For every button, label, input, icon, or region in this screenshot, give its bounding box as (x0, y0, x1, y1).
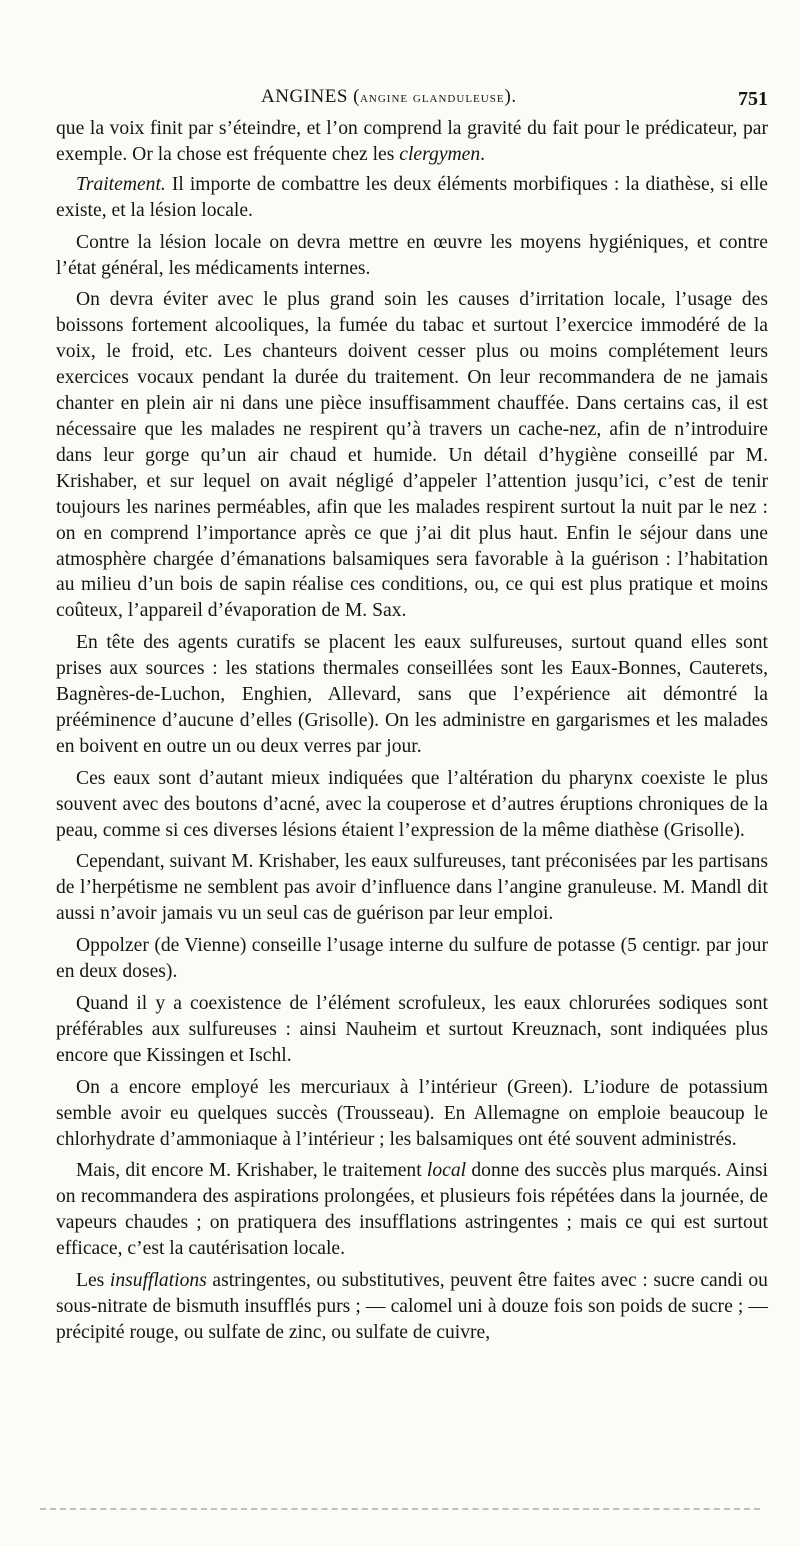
paragraph: Cependant, suivant M. Krishaber, les eaux sulfureuses, tant préconisées par les partisans de l’herpétisme ne semblent pas avoir d’influence dans l’angine granuleuse. M. Mandl dit aussi n’avoir jamais vu un seul cas de guérison par leur emploi. (56, 851, 768, 925)
paragraph: On a encore employé les mercuriaux à l’intérieur (Green). L’iodure de potassium semble avoir eu quelques succès (Trousseau). En Allemagne on emploie beaucoup le chlorhydrate d’ammoniaque à l’intérieur ; les balsamiques ont été souvent administrés. (56, 1076, 768, 1150)
paragraph: Mais, dit encore M. Krishaber, le traitement local donne des succès plus marqués. Ainsi on recommandera des aspirations prolongées, et plusieurs fois répétées dans la journée, de vapeurs chaudes ; on pratiquera des insufflations astringentes ; mais ce qui est surtout efficace, c’est la cautérisation locale. (56, 1160, 768, 1260)
paragraph: Ces eaux sont d’autant mieux indiquées que l’altération du pharynx coexiste le plus souvent avec des boutons d’acné, avec la couperose et d’autres éruptions chroniques de la peau, comme si ces diverses lésions étaient l’expression de la même diathèse (Grisolle). (56, 767, 768, 841)
running-title-close: ). (504, 86, 517, 107)
paragraph: Quand il y a coexistence de l’élément scrofuleux, les eaux chlorurées sodiques sont préférables aux sulfureuses : ainsi Nauheim et surtout Kreuznach, sont indiquées plus encore que Kissingen et Ischl. (56, 993, 768, 1066)
running-title-subtitle: angine glanduleuse (359, 90, 505, 106)
page-number: 751 (738, 88, 768, 110)
paragraph: En tête des agents curatifs se placent les eaux sulfureuses, surtout quand elles sont prises aux sources : les stations thermales conseillées sont les Eaux-Bonnes, Cauterets, Bagnères-de-Luchon, Enghien, Allevard, sans que l’expérience ait démontré la prééminence d’aucune d’elles (Grisolle). On les administre en gargarismes et les malades en boivent en outre un ou deux verres par jour. (56, 632, 768, 757)
paragraph: Les insufflations astringentes, ou substitutives, peuvent être faites avec : sucre candi ou sous-nitrate de bismuth insufflés purs ; — calomel uni à douze fois son poids de sucre ; — précipité rouge, ou sulfate de zinc, ou sulfate de cuivre, (56, 1270, 768, 1343)
paragraph: que la voix finit par s’éteindre, et l’on comprend la gravité du fait pour le prédicateur, par exemple. Or la chose est fréquente chez les clergymen. (56, 118, 768, 165)
paragraph: Oppolzer (de Vienne) conseille l’usage interne du sulfure de potasse (5 centigr. par jour en deux doses). (56, 935, 768, 983)
body-text (56, 116, 768, 1352)
paragraph: Contre la lésion locale on devra mettre en œuvre les moyens hygiéniques, et contre l’état général, les médicaments internes. (56, 231, 768, 279)
footer-dotted-rule (40, 1508, 760, 1510)
running-title (261, 86, 517, 108)
running-title-main: ANGINES ( (261, 86, 360, 107)
paragraph: Traitement. Il importe de combattre les deux éléments morbifiques : la diathèse, si elle existe, et la lésion locale. (56, 173, 768, 221)
paragraph: On devra éviter avec le plus grand soin les causes d’irritation locale, l’usage des boissons fortement alcooliques, la fumée du tabac et surtout l’exercice immodéré de la voix, le froid, etc. Les chanteurs doivent cesser plus ou moins complétement leurs exercices vocaux pendant la durée du traitement. On leur recommandera de ne jamais chanter en plein air ni dans une pièce insuffisamment chauffée. Dans certains cas, il est nécessaire que les malades ne respirent qu’à travers un cache-nez, afin de n’introduire dans leur gorge qu’un air chaud et humide. Un détail d’hygiène conseillé par M. Krishaber, et sur lequel on avait négligé d’appeler l’attention jusqu’ici, c’est de tenir toujours les narines perméables, afin que les malades respirent surtout la nuit par le nez : on en comprend l’importance après ce que j’ai dit plus haut. Enfin le séjour dans une atmosphère chargée d’émanations balsamiques sera favorable à la guérison : l’habitation au milieu d’un bois de sapin réalise ces conditions, ou, ce qui est plus pratique et moins coûteux, l’appareil d’évaporation de M. Sax. (56, 289, 768, 622)
page-header (56, 86, 768, 116)
